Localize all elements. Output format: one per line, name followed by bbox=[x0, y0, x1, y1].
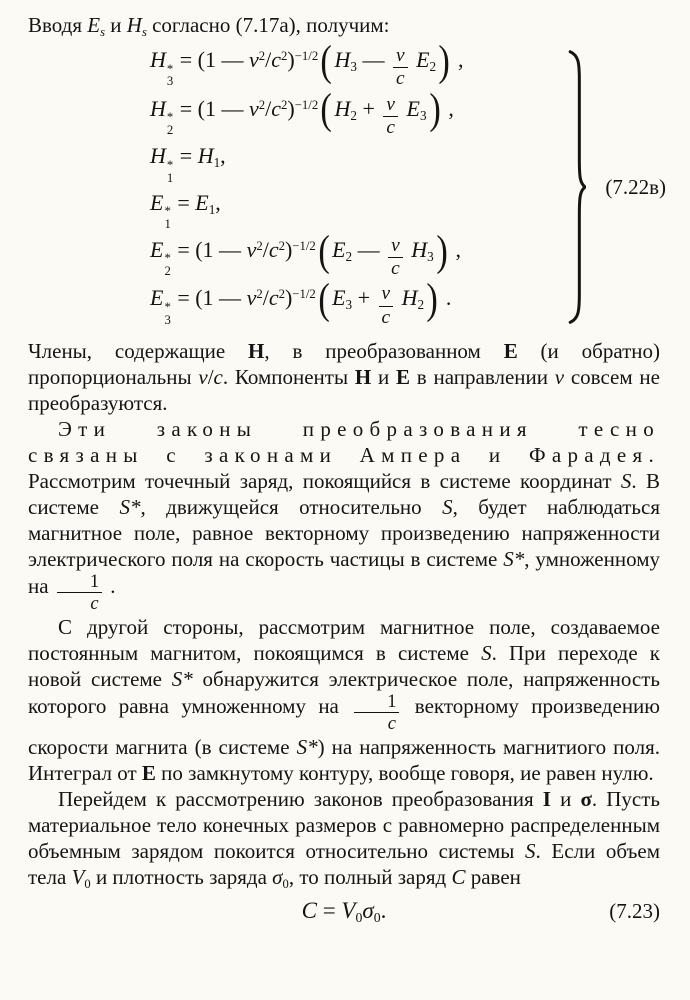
equation-row: H * 3 = (1 — $v^2/c^2)^{-1/2}$( $H_3$ — $\frac{v}{c}$ $E_2$) , bbox=[150, 37, 464, 90]
equation-row: E * 3 = (1 — $v^2/c^2)^{-1/2}$( $E_3$ + $\frac{v}{c}$ $H_2$) . bbox=[150, 276, 452, 328]
inline-fraction: $\frac{1}{c}$ bbox=[57, 572, 102, 614]
inline-fraction: $\frac{v}{c}$ bbox=[379, 284, 394, 328]
equation-7-23-label: (7.23) bbox=[609, 898, 660, 923]
paragraph: Члены, содержащие H, в преобразованном E (и обратно) пропорциональны v/c. Компоненты H и E в направлении v совсем не преобразуются. bbox=[28, 339, 661, 416]
equation-row: H * 1 = $H_1$, bbox=[150, 143, 226, 185]
paragraph: Перейдем к рассмотрению законов преобразования I и σ. Пусть материальное тело конечных размеров с равномерно распределенным объемным зарядом покоится относительно системы S. Если объем тела $V_0$ и плотность заряда $\sigma_0$, то полный заряд C равен bbox=[28, 786, 660, 891]
inline-fraction: $\frac{v}{c}$ bbox=[388, 236, 403, 280]
equation-block-7-22v bbox=[28, 37, 666, 328]
intro-paragraph: Вводя $E_s$ и $H_s$ согласно (7.17а), получим: bbox=[28, 13, 390, 39]
inline-fraction: $\frac{v}{c}$ bbox=[383, 95, 398, 139]
paragraph: С другой стороны, рассмотрим магнитное поле, создаваемое постоянным магнитом, покоящимся в системе S. При переходе к новой системе S* обнаружится электрическое поле, напряженность которого равна умноженному на $\frac{1}{c}$ векторному произведению скорости магнита (в системе S*) на напряженность магнитиого поля. Интеграл от E по замкнутому контуру, вообще говоря, ие равен нулю. bbox=[28, 614, 660, 785]
equation-7-23 bbox=[28, 898, 660, 924]
inline-fraction: $\frac{v}{c}$ bbox=[393, 46, 408, 90]
right-brace-icon bbox=[566, 48, 586, 326]
equation-7-23-formula: $C = V_0\sigma_0$. bbox=[301, 897, 387, 925]
body-paragraphs bbox=[28, 338, 660, 890]
paragraph: Эти законы преобразования тесно связаны с законами Ампера и Фарадея. Рассмотрим точечный заряд, покоящийся в системе координат S. В системе S*, движущейся относительно S, будет наблюдаться магнитное поле, равное векторному произведению напряженности электрического поля на скорость частицы в системе S*, умноженному на $\frac{1}{c}$ . bbox=[28, 417, 660, 614]
equation-row: H * 2 = (1 — $v^2/c^2)^{-1/2}$( $H_2$ + $\frac{v}{c}$ $E_3$) , bbox=[150, 86, 454, 138]
equation-row: E * 1 = $E_1$, bbox=[150, 189, 221, 232]
equation-row: E * 2 = (1 — $v^2/c^2)^{-1/2}$( $E_2$ — $\frac{v}{c}$ $H_3$) , bbox=[150, 227, 461, 280]
equation-7-22v-label: (7.22в) bbox=[605, 175, 666, 200]
inline-fraction: $\frac{1}{c}$ bbox=[354, 692, 399, 734]
